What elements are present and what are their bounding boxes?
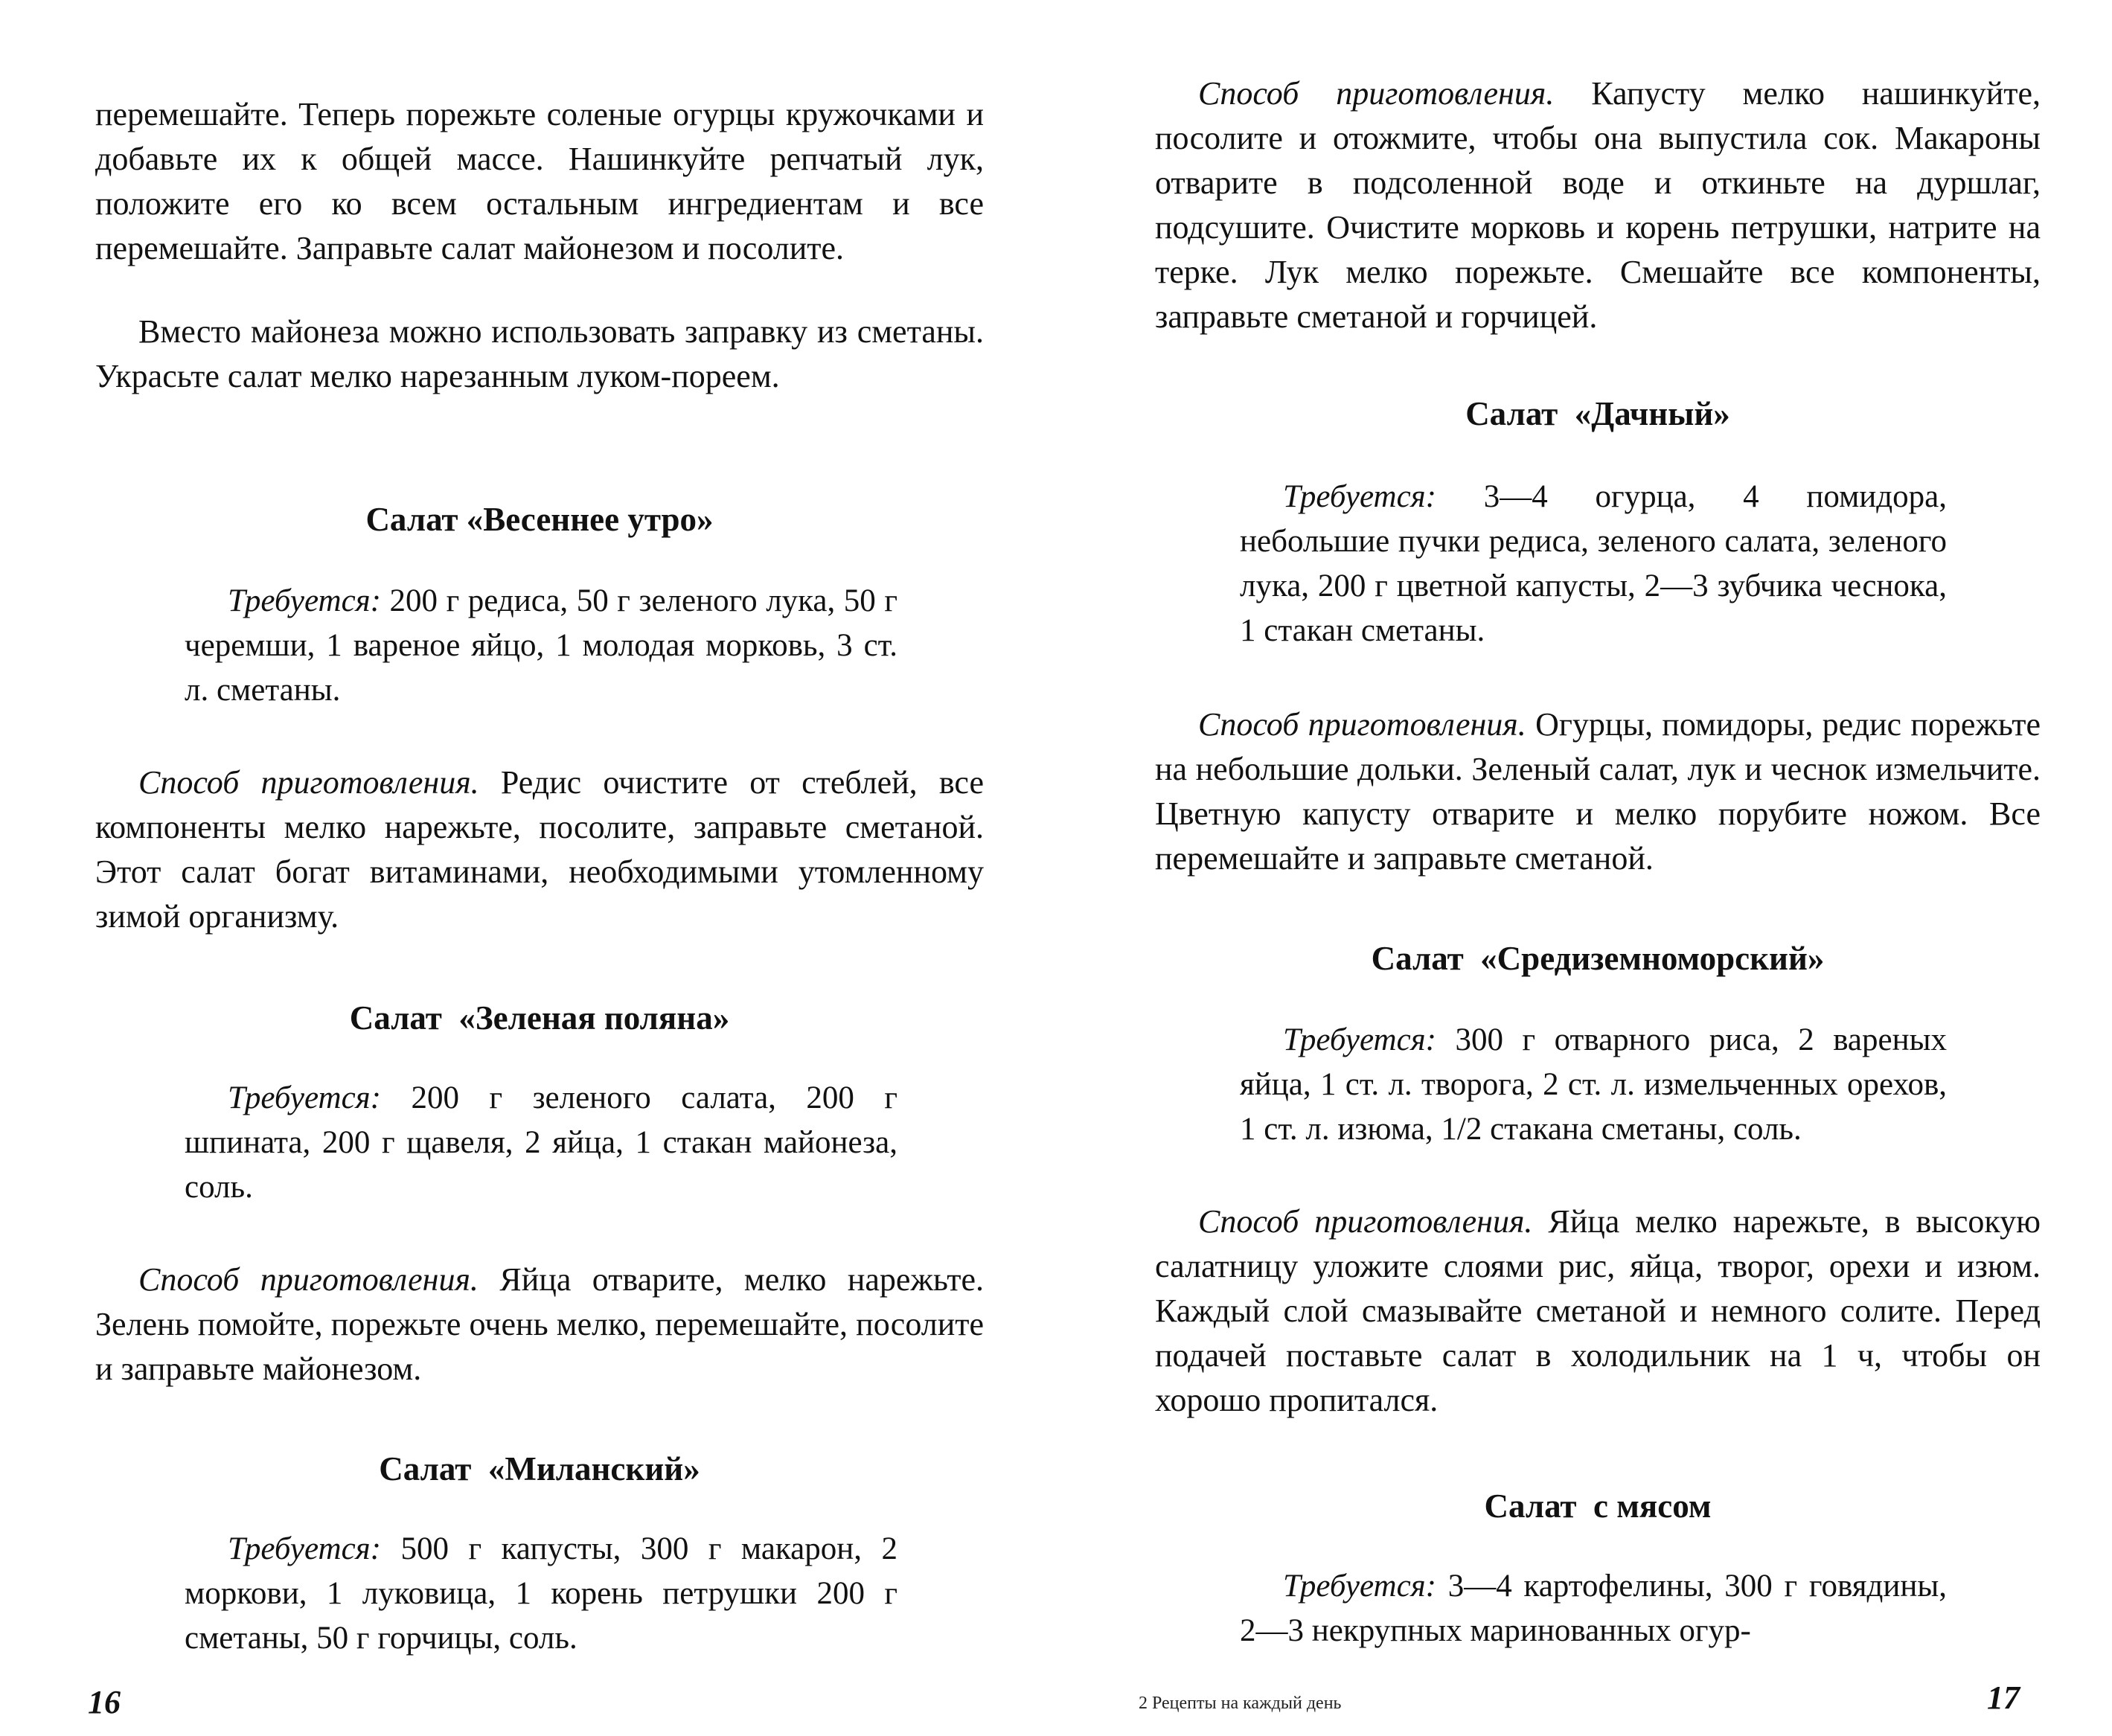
ingredients-text: 3—4 картофелины, 300 г говядины, 2—3 некрупных маринованных огур-	[1240, 1569, 1948, 1648]
recipe-method	[95, 760, 984, 939]
recipe-ingredients	[1240, 1018, 1947, 1152]
ingredients-label: Требуется:	[228, 583, 381, 618]
ingredients-text: 3—4 огурца, 4 помидора, небольшие пучки редиса, зеленого салата, зеленого лука, 200 г цветной капусты, 2—3 зубчика чеснока, 1 стакан сметаны.	[1240, 479, 1947, 648]
ingredients-label: Требуется:	[1283, 1022, 1436, 1057]
recipe-title: Салат «Зеленая поляна»	[349, 999, 730, 1037]
method-label: Способ приготовления.	[138, 764, 479, 801]
recipe-ingredients	[1240, 1564, 1947, 1653]
recipe-ingredients	[1240, 475, 1947, 653]
recipe-ingredients	[185, 579, 897, 713]
method-label: Способ приготовления.	[138, 1261, 479, 1298]
method-label: Способ приготовления.	[1198, 706, 1526, 743]
recipe-ingredients	[185, 1527, 897, 1661]
recipe-title: Салат «Средиземноморский»	[1371, 940, 1825, 977]
left-page	[0, 0, 1042, 1736]
method-text: Яйца отварите, мелко нарежьте. Зелень помойте, порежьте очень мелко, перемешайте, посолите и заправьте майонезом.	[95, 1261, 985, 1387]
method-text: Огурцы, помидоры, редис порежьте на небольшие дольки. Зеленый салат, лук и чеснок измельчите. Цветную капусту отварите и мелко порубите ножом. Все перемешайте и заправьте сметаной.	[1155, 706, 2041, 877]
running-footer: 2 Рецепты на каждый день	[1139, 1694, 1342, 1713]
method-label: Способ приготовления.	[1198, 1203, 1533, 1240]
right-page	[1101, 0, 2112, 1736]
method-label: Способ приготовления.	[1198, 75, 1555, 112]
page-number: 16	[88, 1684, 121, 1720]
recipe-title: Салат с мясом	[1484, 1487, 1712, 1525]
recipe-title: Салат «Дачный»	[1465, 395, 1730, 432]
recipe-title: Салат «Весеннее утро»	[365, 501, 714, 538]
page-number: 17	[1987, 1679, 2020, 1716]
continuation-paragraph: перемешайте. Теперь порежьте соленые огурцы кружочками и добавьте их к общей массе. Нашинкуйте репчатый лук, положите его ко всем остальным ингредиентам и все перемешайте. Заправьте салат майонезом и посолите.	[95, 96, 984, 266]
method-text: Редис очистите от стеблей, все компоненты мелко нарежьте, посолите, заправьте сметаной. Этот салат богат витаминами, необходимыми утомленному зимой организму.	[95, 764, 984, 935]
recipe-title: Салат «Миланский»	[379, 1450, 700, 1487]
ingredients-label: Требуется:	[228, 1080, 381, 1115]
ingredients-text: 200 г редиса, 50 г зеленого лука, 50 г черемши, 1 вареное яйцо, 1 молодая морковь, 3 ст. л. сметаны.	[185, 583, 897, 708]
method-text: Яйца мелко нарежьте, в высокую салатницу уложите слоями рис, яйца, творог, орехи и изюм. Каждый слой смазывайте сметаной и немного солите. Перед подачей поставьте салат в холодильник на 1 ч, чтобы он хорошо пропитался.	[1155, 1203, 2041, 1418]
recipe-ingredients	[185, 1076, 897, 1210]
recipe-method	[95, 1258, 984, 1391]
ingredients-text: 200 г зеленого салата, 200 г шпината, 200 г щавеля, 2 яйца, 1 стакан майонеза, соль.	[185, 1080, 897, 1205]
continuation-paragraph-2: Вместо майонеза можно использовать заправку из сметаны. Украсьте салат мелко нарезанным луком-пореем.	[95, 313, 984, 394]
continuation-method	[1155, 71, 2041, 339]
ingredients-text: 500 г капусты, 300 г макарон, 2 моркови, 1 луковица, 1 корень петрушки 200 г сметаны, 50 г горчицы, соль.	[185, 1531, 897, 1656]
ingredients-text: 300 г отварного риса, 2 вареных яйца, 1 ст. л. творога, 2 ст. л. измельченных орехов, 1 ст. л. изюма, 1/2 стакана сметаны, соль.	[1240, 1022, 1947, 1147]
ingredients-label: Требуется:	[228, 1531, 381, 1566]
method-text: Капусту мелко нашинкуйте, посолите и отожмите, чтобы она выпустила сок. Макароны отварите в подсоленной воде и откиньте на дуршлаг, подсушите. Очистите морковь и корень петрушки, натрите на терке. Лук мелко порежьте. Смешайте все компоненты, заправьте сметаной и горчицей.	[1155, 75, 2041, 335]
recipe-method	[1155, 702, 2041, 881]
ingredients-label: Требуется:	[1283, 479, 1436, 514]
ingredients-label: Требуется:	[1283, 1569, 1436, 1604]
recipe-method	[1155, 1199, 2041, 1423]
